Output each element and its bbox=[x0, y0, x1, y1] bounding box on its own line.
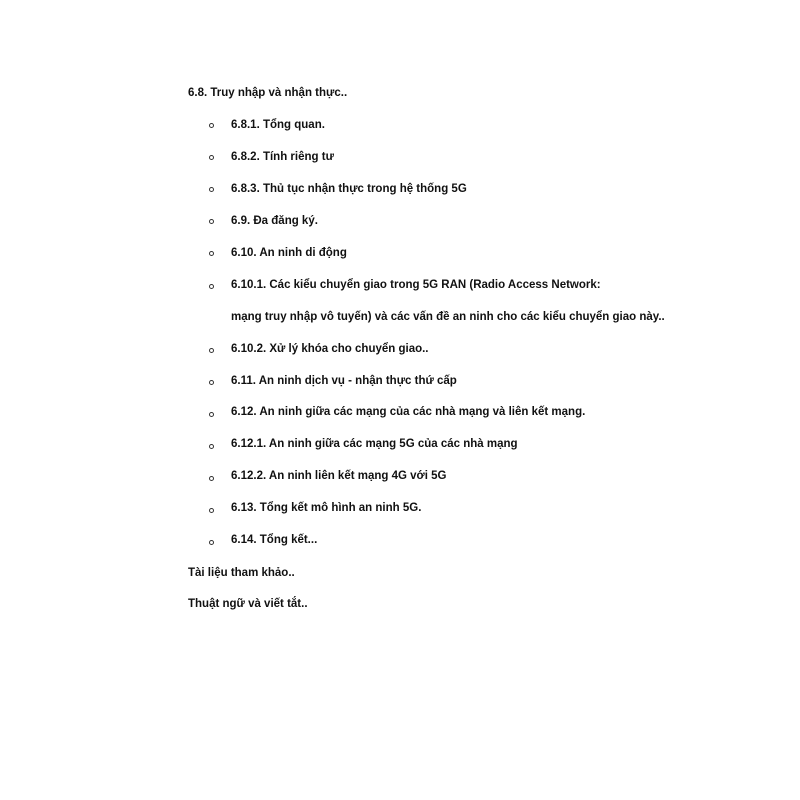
toc-item[interactable]: 6.8.3. Thủ tục nhận thực trong hệ thống 5G bbox=[231, 183, 467, 195]
toc-glossary[interactable]: Thuật ngữ và viết tắt.. bbox=[188, 598, 308, 610]
bullet-icon bbox=[209, 540, 214, 545]
bullet-icon bbox=[209, 412, 214, 417]
bullet-icon bbox=[209, 284, 214, 289]
bullet-icon bbox=[209, 219, 214, 224]
toc-item-continuation[interactable]: mạng truy nhập vô tuyến) và các vấn đề an ninh cho các kiểu chuyển giao này.. bbox=[231, 311, 665, 323]
bullet-icon bbox=[209, 155, 214, 160]
toc-item[interactable]: 6.12.1. An ninh giữa các mạng 5G của các nhà mạng bbox=[231, 438, 518, 450]
bullet-icon bbox=[209, 380, 214, 385]
toc-item[interactable]: 6.12.2. An ninh liên kết mạng 4G với 5G bbox=[231, 470, 447, 482]
toc-item[interactable]: 6.13. Tổng kết mô hình an ninh 5G. bbox=[231, 502, 422, 514]
toc-references[interactable]: Tài liệu tham khảo.. bbox=[188, 567, 295, 579]
toc-item[interactable]: 6.10.2. Xử lý khóa cho chuyển giao.. bbox=[231, 343, 429, 355]
toc-item[interactable]: 6.14. Tổng kết... bbox=[231, 534, 318, 546]
toc-item[interactable]: 6.8.2. Tính riêng tư bbox=[231, 151, 334, 163]
bullet-icon bbox=[209, 444, 214, 449]
bullet-icon bbox=[209, 348, 214, 353]
bullet-icon bbox=[209, 476, 214, 481]
bullet-icon bbox=[209, 187, 214, 192]
bullet-icon bbox=[209, 508, 214, 513]
toc-item[interactable]: 6.10. An ninh di động bbox=[231, 247, 347, 259]
toc-item[interactable]: 6.11. An ninh dịch vụ - nhận thực thứ cấp bbox=[231, 375, 457, 387]
toc-item[interactable]: 6.9. Đa đăng ký. bbox=[231, 215, 318, 227]
bullet-icon bbox=[209, 251, 214, 256]
bullet-icon bbox=[209, 123, 214, 128]
toc-heading[interactable]: 6.8. Truy nhập và nhận thực.. bbox=[188, 87, 348, 99]
toc-item[interactable]: 6.8.1. Tổng quan. bbox=[231, 119, 325, 131]
toc-item[interactable]: 6.12. An ninh giữa các mạng của các nhà mạng và liên kết mạng. bbox=[231, 406, 586, 418]
toc-item[interactable]: 6.10.1. Các kiểu chuyển giao trong 5G RAN (Radio Access Network: bbox=[231, 279, 601, 291]
